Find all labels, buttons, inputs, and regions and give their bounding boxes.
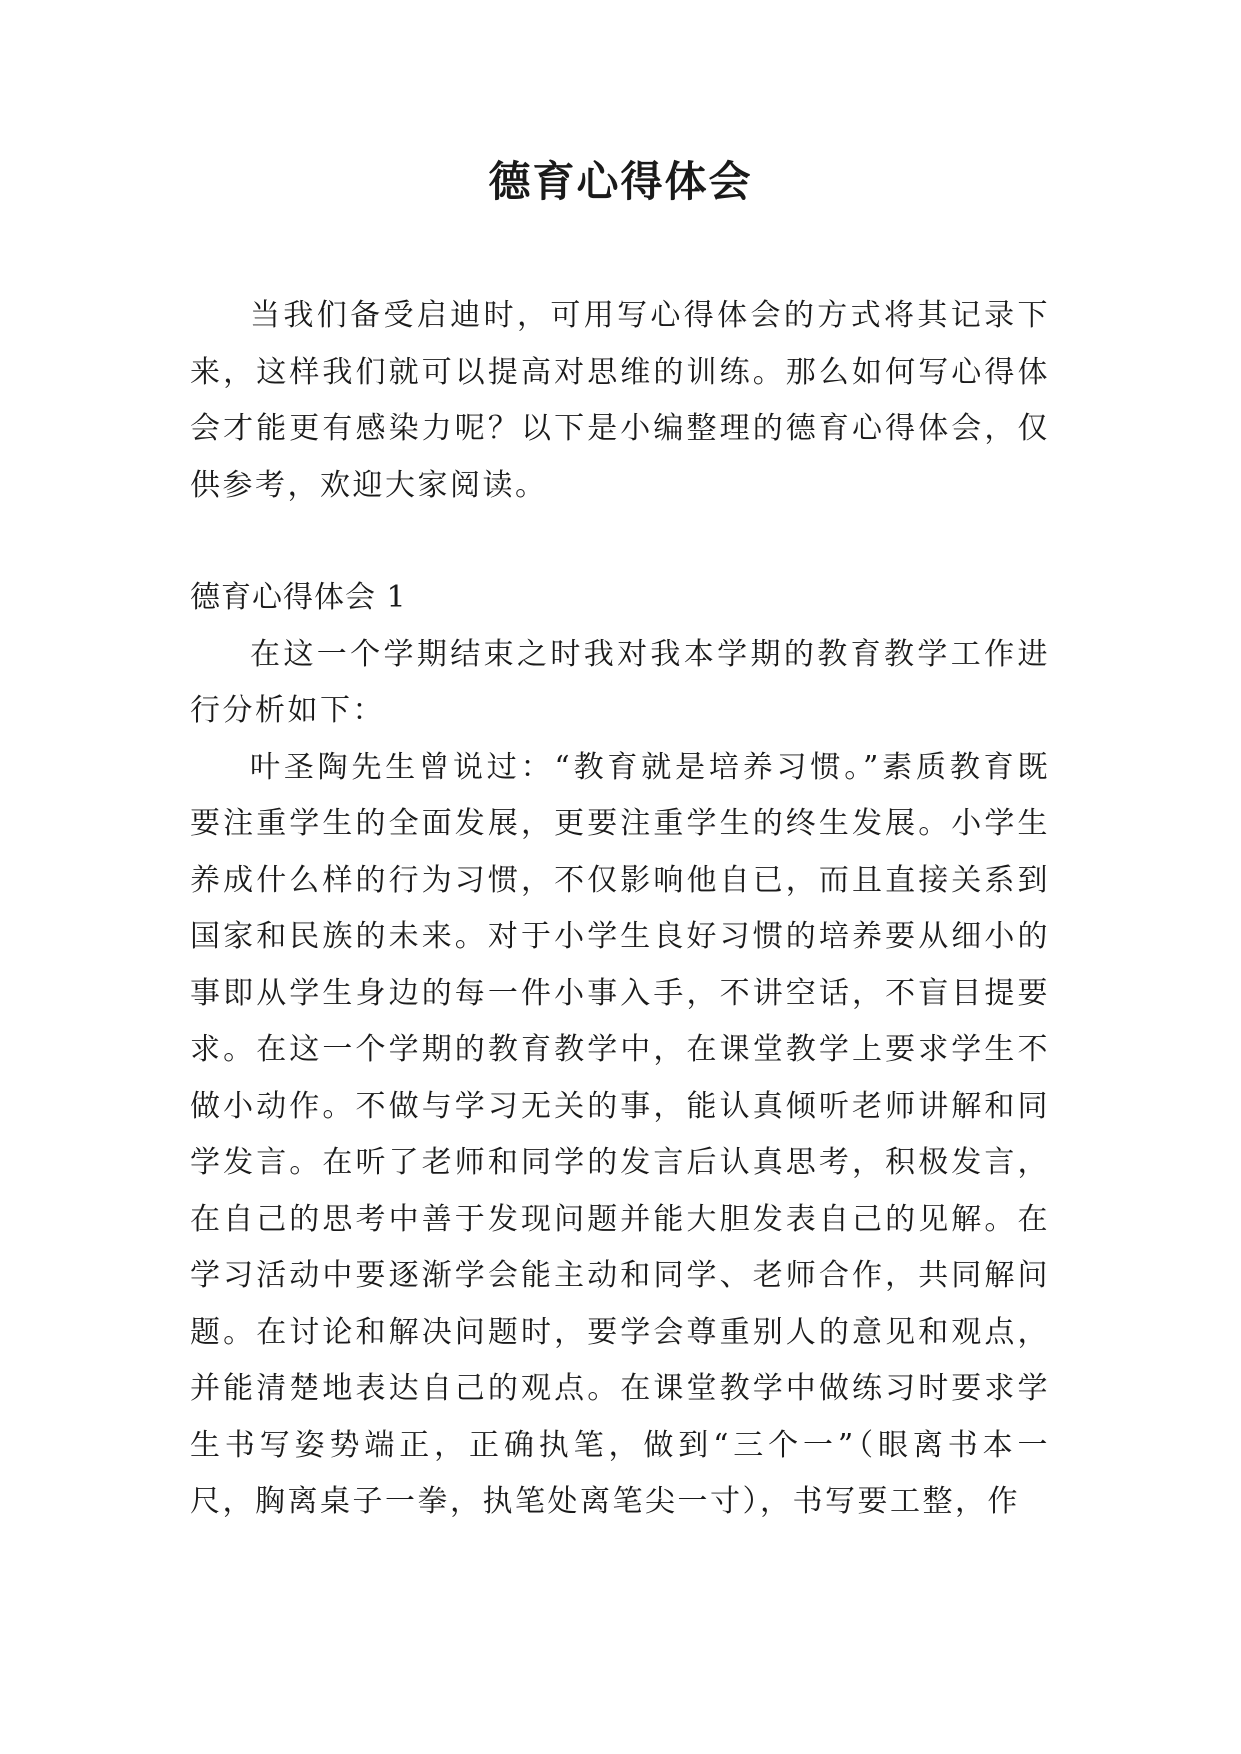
body-paragraph: 叶圣陶先生曾说过：“教育就是培养习惯。”素质教育既要注重学生的全面发展，更要注重学生的终生发展。小学生养成什么样的行为习惯，不仅影响他自已，而且直接关系到国家和民族的未来。对于小学生良好习惯的培养要从细小的事即从学生身边的每一件小事入手，不讲空话，不盲目提要求。在这一个学期的教育教学中，在课堂教学上要求学生不做小动作。不做与学习无关的事，能认真倾听老师讲解和同学发言。在听了老师和同学的发言后认真思考，积极发言，在自己的思考中善于发现问题并能大胆发表自己的见解。在学习活动中要逐渐学会能主动和同学、老师合作，共同解问题。在讨论和解决问题时，要学会尊重别人的意见和观点，并能清楚地表达自己的观点。在课堂教学中做练习时要求学生书写姿势端正，正确执笔，做到“三个一”（眼离书本一尺，胸离桌子一拳，执笔处离笔尖一寸），书写要工整，作 (190, 749, 1050, 1519)
body-paragraph: 在这一个学期结束之时我对我本学期的教育教学工作进行分析如下： (190, 636, 1050, 728)
document-title: 德育心得体会 (488, 157, 753, 206)
intro-paragraph: 当我们备受启迪时，可用写心得体会的方式将其记录下来，这样我们就可以提高对思维的训练。那么如何写心得体会才能更有感染力呢？以下是小编整理的德育心得体会，仅供参考，欢迎大家阅读。 (190, 298, 1050, 503)
document-body (190, 288, 1050, 1531)
section-heading: 德育心得体会 1 (190, 580, 407, 615)
